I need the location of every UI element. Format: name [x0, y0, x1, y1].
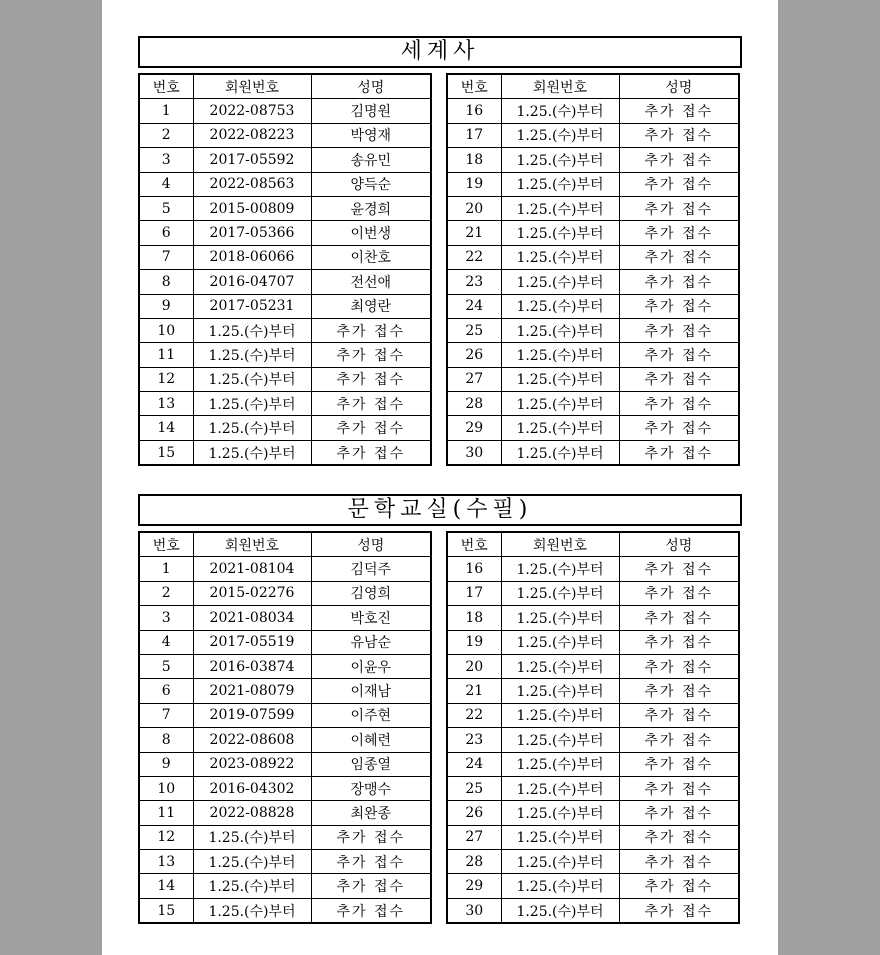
- table-row: [447, 221, 739, 245]
- table-row: [447, 172, 739, 196]
- member-id-cell: 1.25.(수)부터: [501, 245, 619, 269]
- roster-table-right: [446, 531, 740, 924]
- name-cell: 이찬호: [311, 245, 431, 269]
- table-row: [447, 728, 739, 752]
- table-row: [139, 728, 431, 752]
- member-id-cell: 1.25.(수)부터: [501, 440, 619, 465]
- row-number: 27: [447, 367, 501, 391]
- name-cell: 추가 접수: [619, 703, 739, 727]
- table-row: [139, 294, 431, 318]
- member-id-cell: 2015-00809: [193, 196, 311, 220]
- table-row: [139, 752, 431, 776]
- member-id-cell: 1.25.(수)부터: [501, 825, 619, 849]
- member-id-cell: 1.25.(수)부터: [501, 148, 619, 172]
- row-number: 9: [139, 294, 193, 318]
- member-id-cell: 2017-05592: [193, 148, 311, 172]
- row-number: 7: [139, 703, 193, 727]
- row-number: 26: [447, 801, 501, 825]
- row-number: 15: [139, 440, 193, 465]
- table-row: [447, 801, 739, 825]
- name-cell: 추가 접수: [619, 630, 739, 654]
- member-id-cell: 1.25.(수)부터: [501, 898, 619, 923]
- row-number: 14: [139, 874, 193, 898]
- row-number: 12: [139, 367, 193, 391]
- row-number: 5: [139, 654, 193, 678]
- table-row: [447, 367, 739, 391]
- name-cell: 추가 접수: [619, 776, 739, 800]
- row-number: 27: [447, 825, 501, 849]
- table-row: [139, 801, 431, 825]
- header-member-id: 회원번호: [501, 74, 619, 99]
- name-cell: 송유민: [311, 148, 431, 172]
- member-id-cell: 1.25.(수)부터: [193, 898, 311, 923]
- header-name: 성명: [311, 532, 431, 557]
- row-number: 2: [139, 123, 193, 147]
- name-cell: 추가 접수: [619, 874, 739, 898]
- table-row: [139, 630, 431, 654]
- member-id-cell: 1.25.(수)부터: [501, 557, 619, 581]
- header-member-id: 회원번호: [193, 532, 311, 557]
- table-row: [447, 557, 739, 581]
- name-cell: 추가 접수: [619, 294, 739, 318]
- table-row: [447, 343, 739, 367]
- name-cell: 추가 접수: [619, 245, 739, 269]
- member-id-cell: 2016-04707: [193, 270, 311, 294]
- member-id-cell: 1.25.(수)부터: [501, 172, 619, 196]
- row-number: 24: [447, 294, 501, 318]
- member-id-cell: 2021-08104: [193, 557, 311, 581]
- table-row: [447, 874, 739, 898]
- name-cell: 추가 접수: [619, 416, 739, 440]
- member-id-cell: 1.25.(수)부터: [501, 874, 619, 898]
- name-cell: 김덕주: [311, 557, 431, 581]
- name-cell: 추가 접수: [311, 825, 431, 849]
- row-number: 6: [139, 221, 193, 245]
- name-cell: 추가 접수: [619, 221, 739, 245]
- row-number: 8: [139, 728, 193, 752]
- member-id-cell: 2022-08608: [193, 728, 311, 752]
- section-title: 세계사: [138, 36, 742, 68]
- table-row: [447, 294, 739, 318]
- member-id-cell: 2021-08034: [193, 606, 311, 630]
- member-id-cell: 2017-05366: [193, 221, 311, 245]
- table-header-row: [447, 532, 739, 557]
- member-id-cell: 1.25.(수)부터: [501, 776, 619, 800]
- table-row: [447, 606, 739, 630]
- member-id-cell: 1.25.(수)부터: [501, 318, 619, 342]
- name-cell: 이윤우: [311, 654, 431, 678]
- row-number: 18: [447, 606, 501, 630]
- row-number: 30: [447, 440, 501, 465]
- row-number: 19: [447, 630, 501, 654]
- row-number: 1: [139, 557, 193, 581]
- row-number: 17: [447, 123, 501, 147]
- row-number: 3: [139, 148, 193, 172]
- member-id-cell: 1.25.(수)부터: [501, 416, 619, 440]
- row-number: 23: [447, 270, 501, 294]
- row-number: 25: [447, 776, 501, 800]
- table-row: [139, 416, 431, 440]
- name-cell: 이재남: [311, 679, 431, 703]
- name-cell: 양득순: [311, 172, 431, 196]
- table-row: [447, 630, 739, 654]
- row-number: 8: [139, 270, 193, 294]
- table-row: [139, 581, 431, 605]
- row-number: 29: [447, 874, 501, 898]
- name-cell: 추가 접수: [619, 343, 739, 367]
- roster-table-right: [446, 73, 740, 466]
- row-number: 1: [139, 99, 193, 123]
- table-row: [139, 679, 431, 703]
- table-row: [139, 703, 431, 727]
- name-cell: 추가 접수: [619, 392, 739, 416]
- row-number: 14: [139, 416, 193, 440]
- member-id-cell: 1.25.(수)부터: [501, 679, 619, 703]
- member-id-cell: 1.25.(수)부터: [193, 416, 311, 440]
- member-id-cell: 2015-02276: [193, 581, 311, 605]
- row-number: 10: [139, 776, 193, 800]
- table-row: [139, 123, 431, 147]
- row-number: 6: [139, 679, 193, 703]
- member-id-cell: 1.25.(수)부터: [501, 99, 619, 123]
- header-no: 번호: [447, 532, 501, 557]
- name-cell: 이주현: [311, 703, 431, 727]
- member-id-cell: 1.25.(수)부터: [501, 367, 619, 391]
- header-name: 성명: [311, 74, 431, 99]
- table-row: [139, 392, 431, 416]
- table-row: [447, 440, 739, 465]
- table-row: [139, 148, 431, 172]
- name-cell: 김영희: [311, 581, 431, 605]
- row-number: 29: [447, 416, 501, 440]
- name-cell: 추가 접수: [311, 874, 431, 898]
- header-no: 번호: [139, 74, 193, 99]
- row-number: 2: [139, 581, 193, 605]
- member-id-cell: 1.25.(수)부터: [501, 270, 619, 294]
- table-row: [139, 874, 431, 898]
- row-number: 13: [139, 392, 193, 416]
- member-id-cell: 2016-03874: [193, 654, 311, 678]
- row-number: 11: [139, 801, 193, 825]
- table-row: [139, 898, 431, 923]
- name-cell: 추가 접수: [311, 850, 431, 874]
- row-number: 16: [447, 99, 501, 123]
- table-row: [139, 440, 431, 465]
- member-id-cell: 1.25.(수)부터: [501, 392, 619, 416]
- member-id-cell: 1.25.(수)부터: [501, 850, 619, 874]
- row-number: 13: [139, 850, 193, 874]
- name-cell: 추가 접수: [619, 270, 739, 294]
- member-id-cell: 1.25.(수)부터: [501, 581, 619, 605]
- table-row: [447, 416, 739, 440]
- row-number: 19: [447, 172, 501, 196]
- row-number: 17: [447, 581, 501, 605]
- table-row: [139, 654, 431, 678]
- table-row: [447, 776, 739, 800]
- name-cell: 추가 접수: [619, 99, 739, 123]
- name-cell: 이혜련: [311, 728, 431, 752]
- document-page: [102, 0, 778, 955]
- header-member-id: 회원번호: [501, 532, 619, 557]
- row-number: 10: [139, 318, 193, 342]
- table-row: [139, 172, 431, 196]
- row-number: 28: [447, 850, 501, 874]
- name-cell: 추가 접수: [619, 679, 739, 703]
- row-number: 22: [447, 245, 501, 269]
- member-id-cell: 1.25.(수)부터: [193, 367, 311, 391]
- name-cell: 추가 접수: [311, 898, 431, 923]
- member-id-cell: 1.25.(수)부터: [501, 728, 619, 752]
- row-number: 20: [447, 196, 501, 220]
- table-row: [447, 148, 739, 172]
- name-cell: 추가 접수: [619, 367, 739, 391]
- member-id-cell: 1.25.(수)부터: [501, 801, 619, 825]
- table-row: [139, 606, 431, 630]
- table-row: [139, 776, 431, 800]
- table-row: [139, 99, 431, 123]
- member-id-cell: 1.25.(수)부터: [193, 392, 311, 416]
- name-cell: 추가 접수: [311, 343, 431, 367]
- member-id-cell: 2018-06066: [193, 245, 311, 269]
- name-cell: 추가 접수: [311, 367, 431, 391]
- member-id-cell: 1.25.(수)부터: [501, 343, 619, 367]
- table-row: [447, 654, 739, 678]
- name-cell: 김명원: [311, 99, 431, 123]
- row-number: 21: [447, 221, 501, 245]
- name-cell: 추가 접수: [619, 196, 739, 220]
- member-id-cell: 1.25.(수)부터: [501, 752, 619, 776]
- table-row: [447, 825, 739, 849]
- row-number: 21: [447, 679, 501, 703]
- name-cell: 추가 접수: [619, 654, 739, 678]
- member-id-cell: 2017-05519: [193, 630, 311, 654]
- member-id-cell: 1.25.(수)부터: [501, 221, 619, 245]
- row-number: 18: [447, 148, 501, 172]
- name-cell: 박호진: [311, 606, 431, 630]
- name-cell: 장맹수: [311, 776, 431, 800]
- member-id-cell: 2021-08079: [193, 679, 311, 703]
- row-number: 30: [447, 898, 501, 923]
- name-cell: 추가 접수: [619, 898, 739, 923]
- table-row: [447, 679, 739, 703]
- table-header-row: [139, 532, 431, 557]
- roster-table-left: [138, 73, 432, 466]
- name-cell: 최완종: [311, 801, 431, 825]
- name-cell: 추가 접수: [311, 318, 431, 342]
- table-row: [139, 557, 431, 581]
- member-id-cell: 2022-08223: [193, 123, 311, 147]
- member-id-cell: 1.25.(수)부터: [501, 630, 619, 654]
- table-row: [447, 581, 739, 605]
- member-id-cell: 2017-05231: [193, 294, 311, 318]
- table-row: [447, 898, 739, 923]
- member-id-cell: 2022-08753: [193, 99, 311, 123]
- table-row: [447, 752, 739, 776]
- row-number: 3: [139, 606, 193, 630]
- member-id-cell: 1.25.(수)부터: [193, 874, 311, 898]
- table-header-row: [447, 74, 739, 99]
- name-cell: 박영재: [311, 123, 431, 147]
- row-number: 7: [139, 245, 193, 269]
- member-id-cell: 2022-08563: [193, 172, 311, 196]
- member-id-cell: 2022-08828: [193, 801, 311, 825]
- table-row: [447, 392, 739, 416]
- table-row: [139, 850, 431, 874]
- name-cell: 추가 접수: [619, 123, 739, 147]
- member-id-cell: 1.25.(수)부터: [501, 123, 619, 147]
- member-id-cell: 2023-08922: [193, 752, 311, 776]
- member-id-cell: 1.25.(수)부터: [193, 825, 311, 849]
- row-number: 23: [447, 728, 501, 752]
- row-number: 26: [447, 343, 501, 367]
- member-id-cell: 1.25.(수)부터: [193, 343, 311, 367]
- header-member-id: 회원번호: [193, 74, 311, 99]
- name-cell: 추가 접수: [619, 172, 739, 196]
- name-cell: 추가 접수: [619, 557, 739, 581]
- table-row: [447, 196, 739, 220]
- row-number: 9: [139, 752, 193, 776]
- table-row: [139, 245, 431, 269]
- name-cell: 추가 접수: [619, 318, 739, 342]
- table-row: [447, 703, 739, 727]
- name-cell: 추가 접수: [619, 850, 739, 874]
- member-id-cell: 2019-07599: [193, 703, 311, 727]
- roster-table-left: [138, 531, 432, 924]
- name-cell: 추가 접수: [619, 752, 739, 776]
- row-number: 4: [139, 630, 193, 654]
- row-number: 24: [447, 752, 501, 776]
- name-cell: 추가 접수: [311, 440, 431, 465]
- member-id-cell: 1.25.(수)부터: [501, 606, 619, 630]
- name-cell: 추가 접수: [619, 801, 739, 825]
- header-name: 성명: [619, 74, 739, 99]
- name-cell: 이번생: [311, 221, 431, 245]
- table-row: [447, 123, 739, 147]
- table-row: [447, 270, 739, 294]
- row-number: 20: [447, 654, 501, 678]
- row-number: 12: [139, 825, 193, 849]
- member-id-cell: 1.25.(수)부터: [501, 654, 619, 678]
- table-row: [139, 343, 431, 367]
- header-name: 성명: [619, 532, 739, 557]
- name-cell: 임종열: [311, 752, 431, 776]
- table-row: [447, 245, 739, 269]
- row-number: 4: [139, 172, 193, 196]
- table-row: [447, 318, 739, 342]
- name-cell: 추가 접수: [619, 581, 739, 605]
- table-row: [447, 99, 739, 123]
- table-row: [139, 196, 431, 220]
- table-header-row: [139, 74, 431, 99]
- table-row: [139, 318, 431, 342]
- table-row: [139, 367, 431, 391]
- name-cell: 추가 접수: [619, 728, 739, 752]
- row-number: 22: [447, 703, 501, 727]
- header-no: 번호: [139, 532, 193, 557]
- row-number: 28: [447, 392, 501, 416]
- member-id-cell: 1.25.(수)부터: [193, 440, 311, 465]
- member-id-cell: 1.25.(수)부터: [193, 318, 311, 342]
- member-id-cell: 1.25.(수)부터: [501, 294, 619, 318]
- row-number: 5: [139, 196, 193, 220]
- name-cell: 추가 접수: [619, 148, 739, 172]
- row-number: 16: [447, 557, 501, 581]
- name-cell: 추가 접수: [619, 440, 739, 465]
- name-cell: 추가 접수: [619, 606, 739, 630]
- name-cell: 유남순: [311, 630, 431, 654]
- name-cell: 추가 접수: [311, 416, 431, 440]
- member-id-cell: 1.25.(수)부터: [501, 703, 619, 727]
- row-number: 11: [139, 343, 193, 367]
- name-cell: 최영란: [311, 294, 431, 318]
- table-row: [139, 270, 431, 294]
- row-number: 15: [139, 898, 193, 923]
- table-row: [139, 221, 431, 245]
- table-row: [139, 825, 431, 849]
- member-id-cell: 1.25.(수)부터: [193, 850, 311, 874]
- row-number: 25: [447, 318, 501, 342]
- name-cell: 전선애: [311, 270, 431, 294]
- header-no: 번호: [447, 74, 501, 99]
- section-title: 문학교실(수필): [138, 494, 742, 526]
- name-cell: 추가 접수: [619, 825, 739, 849]
- member-id-cell: 1.25.(수)부터: [501, 196, 619, 220]
- name-cell: 윤경희: [311, 196, 431, 220]
- member-id-cell: 2016-04302: [193, 776, 311, 800]
- name-cell: 추가 접수: [311, 392, 431, 416]
- table-row: [447, 850, 739, 874]
